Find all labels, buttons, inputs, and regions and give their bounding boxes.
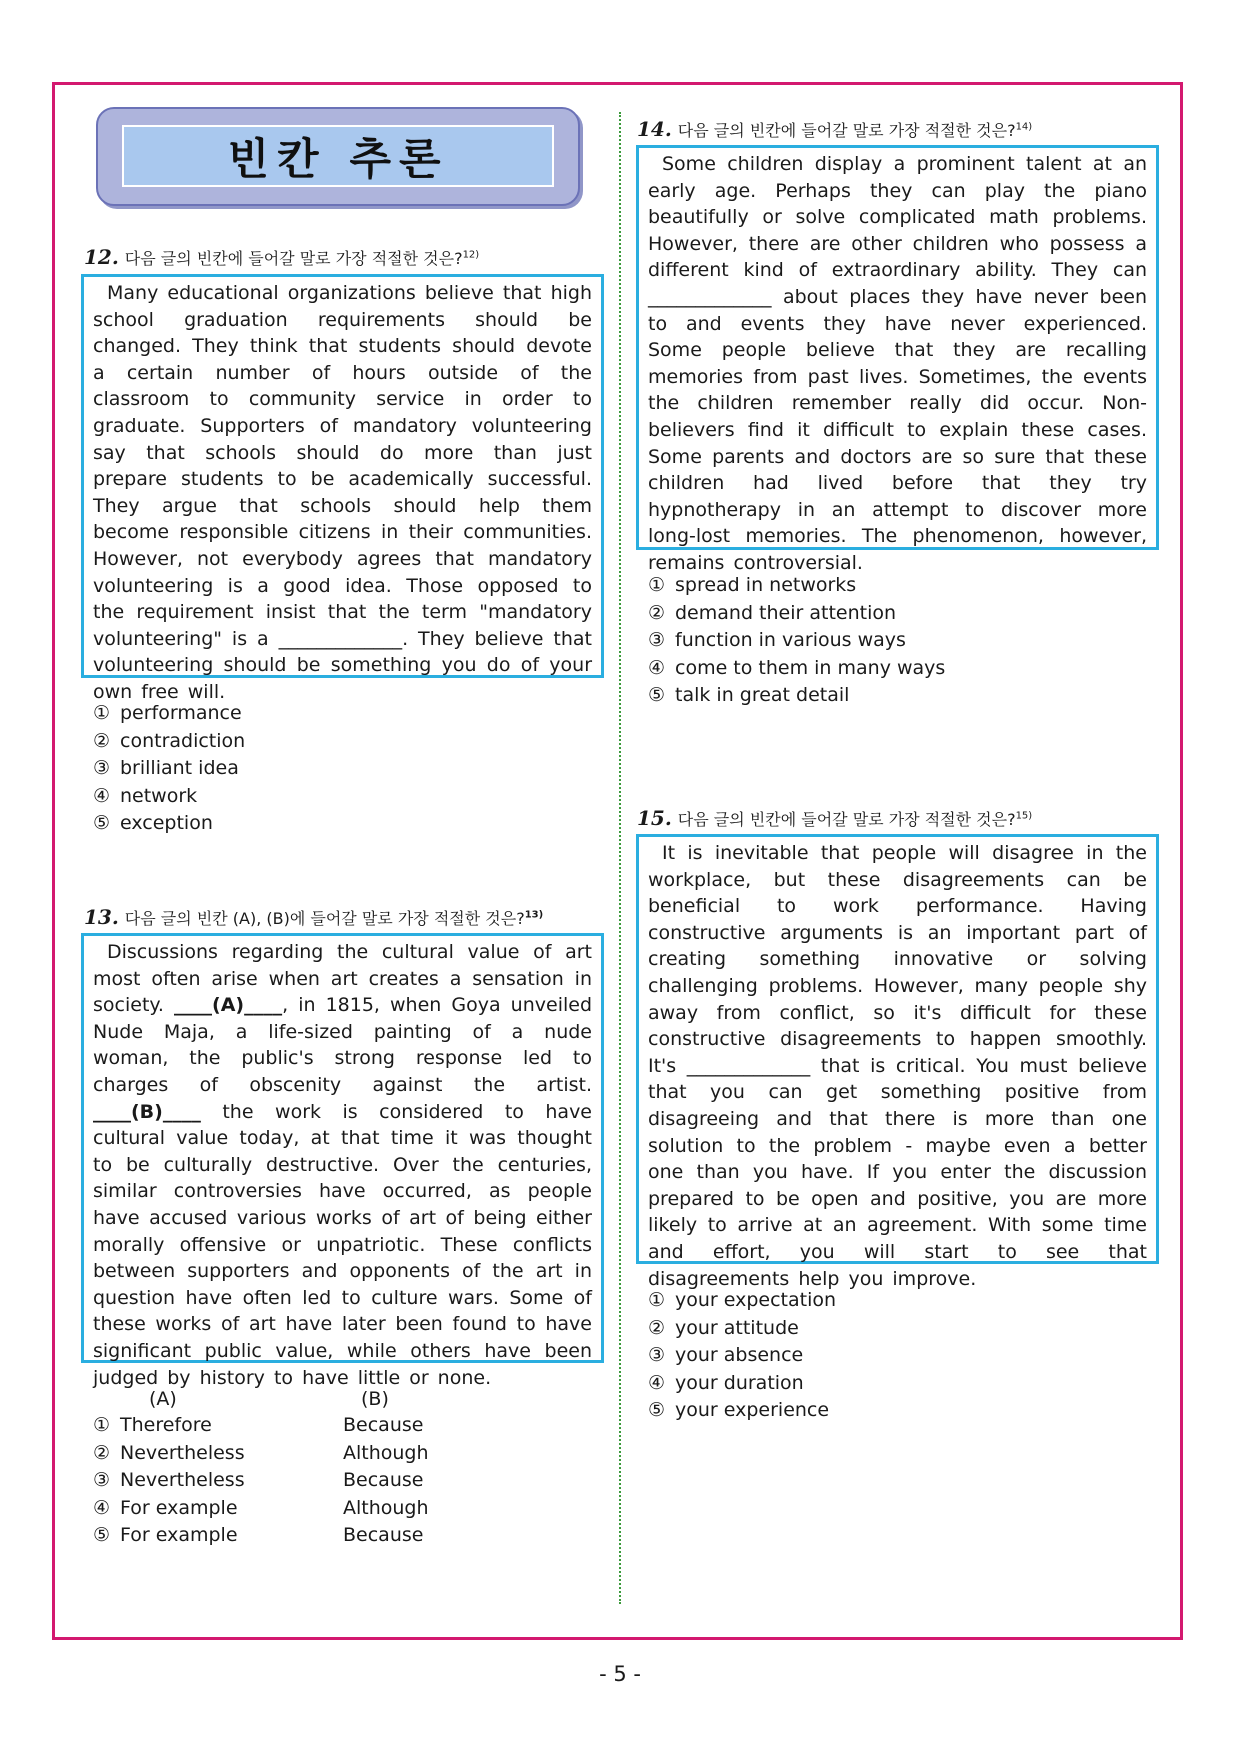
- question-number: 14.: [637, 117, 672, 141]
- section-title: 빈칸 추론: [122, 125, 554, 187]
- choice-text: contradiction: [120, 729, 246, 752]
- choice-a: For example: [120, 1524, 238, 1546]
- question-14-passage: [636, 145, 1159, 574]
- passage-text: Discussions regarding the cultural value of art most often arise when art creates a sensation in society. ____(A)____, in 1815, when Goya unveiled Nude Maja, a life-sized painting of a nude woman, the public's strong response led to charges of obscenity against the artist. ____(B)____ the work is considered to have cultural value today, at that time it was thought to be culturally destructive. Over the centuries, similar controversies have occurred, as people have accused various works of art of being either morally offensive or unpatriotic. These conflicts between supporters and opponents of the art in question have often led to culture wars. Some of these works of art have later been found to have significant public value, while others have been judged by history to have little or none.: [93, 941, 592, 1389]
- choice-mark: ②: [648, 601, 666, 624]
- footnote-ref: 12): [462, 249, 480, 261]
- choice-3[interactable]: [648, 1342, 836, 1370]
- question-number: 15.: [637, 806, 672, 830]
- choice-1[interactable]: [648, 1287, 836, 1315]
- choice-text: brilliant idea: [120, 757, 239, 779]
- choice-mark: ①: [648, 1289, 666, 1311]
- choice-5[interactable]: [93, 810, 245, 838]
- choice-mark: ②: [648, 1316, 666, 1339]
- choice-text: exception: [120, 812, 213, 834]
- choice-b: Although: [343, 1441, 429, 1464]
- choice-mark: ③: [648, 629, 666, 651]
- choice-text: demand their attention: [675, 601, 897, 624]
- choice-text: function in various ways: [675, 629, 906, 651]
- question-12-passage: [81, 274, 604, 703]
- choice-text: your duration: [675, 1371, 804, 1394]
- choice-mark: ④: [648, 656, 666, 679]
- footnote-ref: 13): [524, 909, 544, 921]
- choice-5[interactable]: [648, 682, 945, 710]
- question-14-header: [637, 117, 1032, 141]
- choice-mark: ⑤: [648, 1399, 666, 1421]
- choice-b: Because: [343, 1524, 424, 1546]
- question-prompt: 다음 글의 빈칸에 들어갈 말로 가장 적절한 것은?: [124, 249, 463, 268]
- choice-1[interactable]: [648, 572, 945, 600]
- choice-mark: ②: [93, 729, 111, 752]
- question-15-header: [637, 806, 1032, 830]
- choice-4[interactable]: [93, 1495, 543, 1523]
- question-15-choices: [648, 1287, 836, 1425]
- choice-4[interactable]: [648, 1370, 836, 1398]
- choice-mark: ③: [93, 757, 111, 779]
- question-12-choices: [93, 700, 245, 838]
- choice-mark: ②: [93, 1441, 111, 1464]
- choice-1[interactable]: [93, 700, 245, 728]
- choice-mark: ⑤: [93, 1524, 111, 1546]
- choice-3[interactable]: [93, 1467, 543, 1495]
- question-13-choices: [93, 1386, 543, 1550]
- choice-text: come to them in many ways: [675, 656, 946, 679]
- choice-text: talk in great detail: [675, 684, 850, 706]
- choice-mark: ③: [648, 1344, 666, 1366]
- choice-b: Because: [343, 1414, 424, 1436]
- choice-text: performance: [120, 702, 242, 724]
- choice-mark: ④: [93, 1496, 111, 1519]
- choice-2[interactable]: [648, 1315, 836, 1343]
- passage-text: Many educational organizations believe that high school graduation requirements should be changed. They think that students should devote a certain number of hours outside of the classroom to community service in order to graduate. Supporters of mandatory volunteering say that schools should do more than just prepare students to be academically successful. They argue that schools should help them become responsible citizens in their communities. However, not everybody agrees that mandatory volunteering is a good idea. Those opposed to the requirement insist that the term "mandatory volunteering" is a _____________. They believe that volunteering should be something you do of your own free will.: [93, 282, 592, 703]
- choice-mark: ①: [93, 1414, 111, 1436]
- question-prompt: 다음 글의 빈칸에 들어갈 말로 가장 적절한 것은?: [677, 810, 1016, 829]
- choice-3[interactable]: [93, 755, 245, 783]
- question-13-header: [84, 905, 543, 929]
- choice-5[interactable]: [648, 1397, 836, 1425]
- question-14-choices: [648, 572, 945, 710]
- choice-4[interactable]: [648, 655, 945, 683]
- choice-a: Nevertheless: [120, 1469, 245, 1491]
- choice-b: Because: [343, 1469, 424, 1491]
- passage-text: It is inevitable that people will disagree in the workplace, but these disagreements can be beneficial to work performance. Having constructive arguments is an important part of creating something innovative or solving challenging problems. However, many people shy away from conflict, so it's difficult for these constructive disagreements to happen smoothly. It's _____________ that is critical. You must believe that you can get something positive from disagreeing and that there is more than one solution to the problem - maybe even a better one than you have. If you enter the discussion prepared to be open and positive, you are more likely to arrive at an agreement. With some time and effort, you will start to see that disagreements help you improve.: [648, 842, 1147, 1290]
- choice-text: spread in networks: [675, 574, 857, 596]
- page-number: - 5 -: [599, 1662, 641, 1686]
- choice-2[interactable]: [648, 600, 945, 628]
- column-divider: [619, 112, 621, 1604]
- choice-a: Therefore: [120, 1414, 212, 1436]
- choice-column-headers: [93, 1386, 543, 1412]
- choice-text: network: [120, 784, 198, 807]
- question-12-header: [84, 245, 479, 269]
- question-prompt: 다음 글의 빈칸에 들어갈 말로 가장 적절한 것은?: [677, 121, 1016, 140]
- blank-b: ____(B)____: [93, 1100, 201, 1123]
- choice-2[interactable]: [93, 728, 245, 756]
- column-b-header: (B): [361, 1388, 389, 1410]
- choice-text: your absence: [675, 1344, 804, 1366]
- choice-4[interactable]: [93, 783, 245, 811]
- question-13-passage: [81, 933, 604, 1389]
- question-prompt: 다음 글의 빈칸 (A), (B)에 들어갈 말로 가장 적절한 것은?: [124, 909, 525, 928]
- choice-5[interactable]: [93, 1522, 543, 1550]
- choice-mark: ①: [648, 574, 666, 596]
- choice-mark: ①: [93, 702, 111, 724]
- choice-3[interactable]: [648, 627, 945, 655]
- question-number: 12.: [84, 245, 119, 269]
- footnote-ref: 14): [1015, 121, 1033, 133]
- choice-a: For example: [120, 1496, 238, 1519]
- question-number: 13.: [84, 905, 119, 929]
- blank-a: ____(A)____: [174, 994, 283, 1017]
- choice-mark: ④: [93, 784, 111, 807]
- choice-text: your attitude: [675, 1316, 799, 1339]
- choice-2[interactable]: [93, 1440, 543, 1468]
- question-15-passage: [636, 834, 1159, 1290]
- choice-mark: ③: [93, 1469, 111, 1491]
- passage-text: Some children display a prominent talent at an early age. Perhaps they can play the piano beautifully or solve complicated math problems. However, there are other children who possess a different kind of extraordinary ability. They can _____________ about places they have never been to and events they have never experienced. Some people believe that they are recalling memories from past lives. Sometimes, the events the children remember really did occur. Non-believers find it difficult to explain these cases. Some parents and doctors are so sure that these children had lived before that they try hypnotherapy in an attempt to discover more long-lost memories. The phenomenon, however, remains controversial.: [648, 153, 1147, 574]
- choice-text: your expectation: [675, 1289, 837, 1311]
- choice-1[interactable]: [93, 1412, 543, 1440]
- choice-mark: ⑤: [648, 684, 666, 706]
- choice-b: Although: [343, 1496, 429, 1519]
- footnote-ref: 15): [1015, 810, 1033, 822]
- choice-mark: ⑤: [93, 812, 111, 834]
- choice-a: Nevertheless: [120, 1441, 245, 1464]
- choice-mark: ④: [648, 1371, 666, 1394]
- column-a-header: (A): [149, 1388, 177, 1410]
- choice-text: your experience: [675, 1399, 830, 1421]
